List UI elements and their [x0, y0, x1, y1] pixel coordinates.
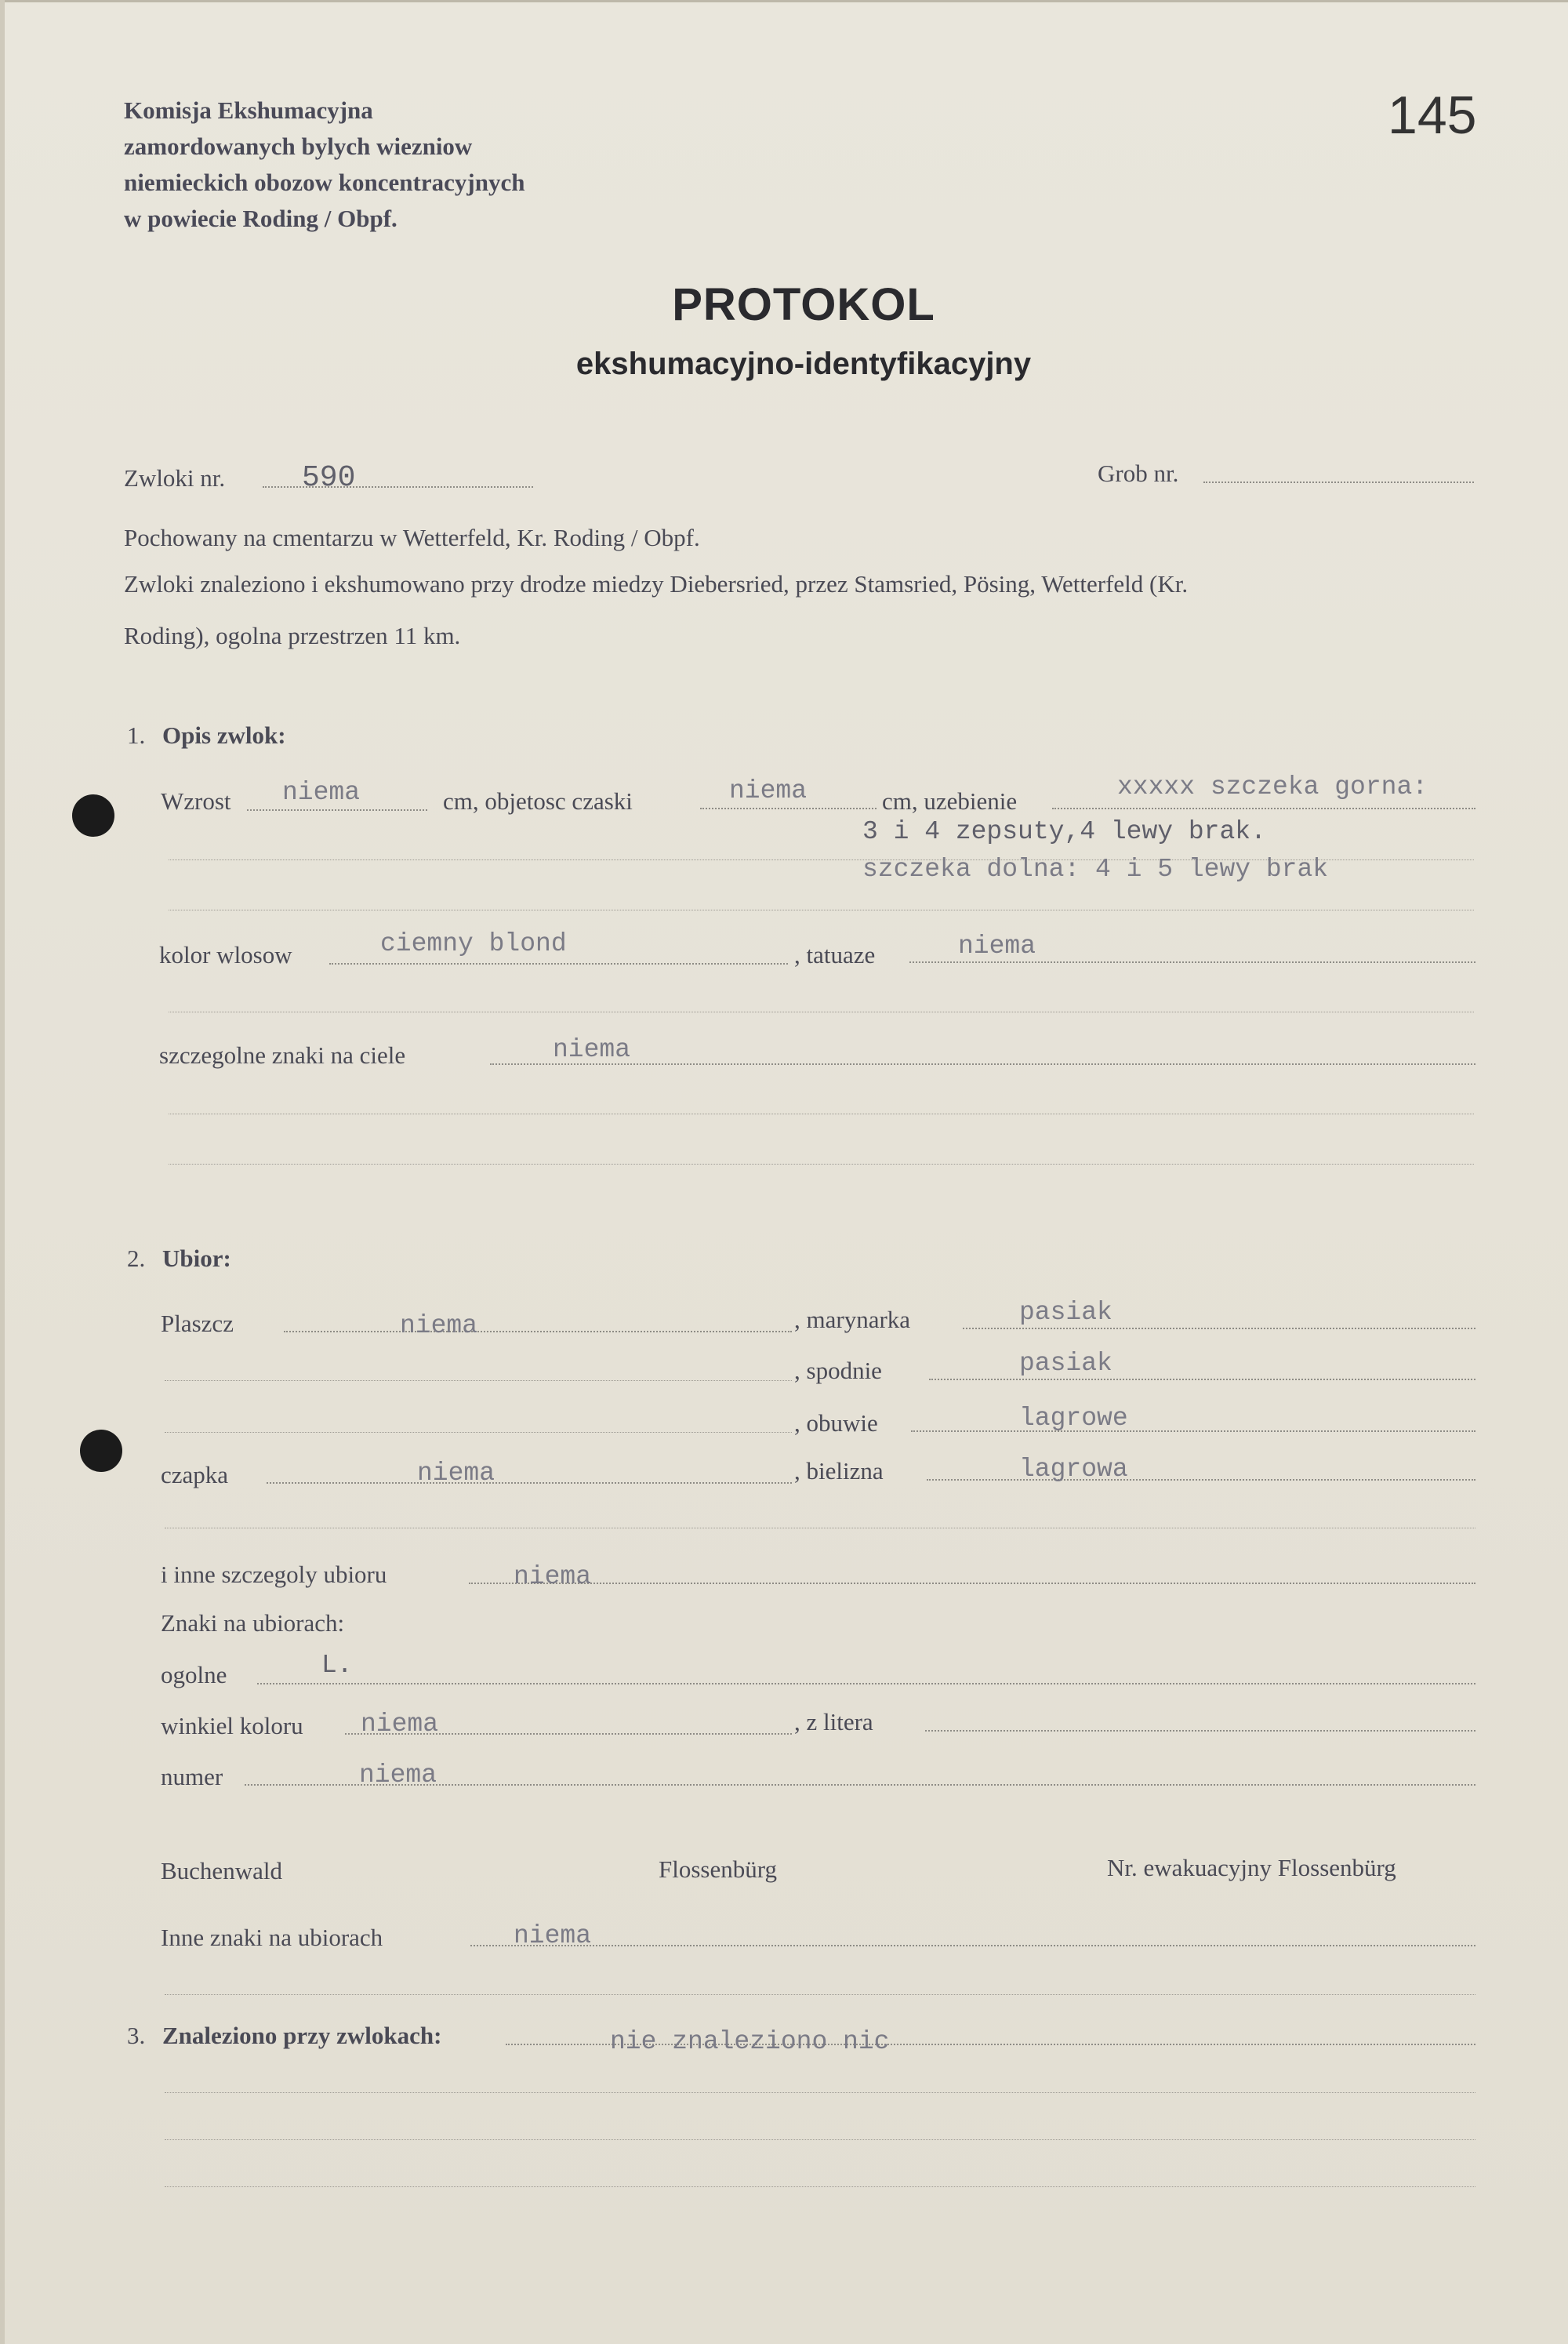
found-text-line-1: Zwloki znaleziono i ekshumowano przy drodze miedzy Diebersried, przez Stamsried, Pösing, Wetterfeld (Kr.: [124, 570, 1189, 598]
section-3-heading: Znaleziono przy zwlokach:: [162, 2022, 442, 2049]
uzebienie-value-2: 3 i 4 zepsuty,4 lewy brak.: [862, 817, 1266, 846]
inne-szczegoly-value: niema: [514, 1562, 592, 1591]
winkiel-label: winkiel koloru: [161, 1712, 303, 1739]
page-top-edge: [0, 0, 1568, 2]
page-number: 145: [1388, 85, 1477, 145]
litera-label: , z litera: [794, 1708, 873, 1735]
plaszcz-label: Plaszcz: [161, 1310, 234, 1337]
uzebienie-value-3: szczeka dolna: 4 i 5 lewy brak: [862, 855, 1329, 884]
ogolne-line: [257, 1683, 1475, 1684]
grob-label: Grob nr.: [1098, 460, 1179, 487]
bielizna-label: , bielizna: [794, 1457, 884, 1485]
obuwie-label: , obuwie: [794, 1409, 878, 1437]
inne-szczegoly-line: [469, 1583, 1475, 1584]
buchenwald-label: Buchenwald: [161, 1857, 282, 1884]
obuwie-value: lagrowe: [1019, 1404, 1128, 1433]
section-2-blank-line-2: [165, 1994, 1475, 1995]
section-3-blank-line-3: [165, 2186, 1475, 2187]
section-2-number: 2.: [127, 1245, 146, 1272]
org-line-2: zamordowanych bylych wiezniow: [124, 133, 473, 160]
document-subtitle: ekshumacyjno-identyfikacyjny: [575, 347, 1032, 381]
cm-czaska-label: cm, objetosc czaski: [443, 787, 633, 815]
section-3-blank-line-1: [165, 2092, 1475, 2093]
czapka-value: niema: [417, 1459, 495, 1488]
flossenburg-label: Flossenbürg: [659, 1855, 778, 1883]
plaszcz-value: niema: [400, 1311, 478, 1340]
bielizna-line: [927, 1479, 1475, 1481]
document-title: PROTOKOL: [672, 279, 935, 330]
inne-znaki-line: [470, 1945, 1475, 1946]
tatuaze-value: niema: [958, 932, 1036, 961]
grob-line: [1203, 482, 1474, 483]
czaska-value: niema: [729, 776, 808, 805]
section-1-number: 1.: [127, 721, 146, 749]
wzrost-label: Wzrost: [161, 787, 231, 815]
marynarka-label: , marynarka: [794, 1306, 911, 1333]
punch-hole-top: [72, 794, 114, 837]
czapka-label: czapka: [161, 1461, 229, 1488]
inne-znaki-value: niema: [514, 1921, 592, 1950]
kolor-line: [329, 963, 788, 965]
numer-value: niema: [359, 1761, 437, 1790]
spodnie-label: , spodnie: [794, 1357, 882, 1384]
litera-line: [925, 1730, 1475, 1732]
znaki-ciele-label: szczegolne znaki na ciele: [159, 1041, 406, 1069]
wzrost-value: niema: [282, 778, 361, 807]
cm-uzebienie-label: cm, uzebienie: [882, 787, 1018, 815]
inne-szczegoly-label: i inne szczegoly ubioru: [161, 1561, 387, 1588]
obuwie-line: [911, 1430, 1475, 1432]
punch-hole-bottom: [80, 1430, 122, 1472]
section-3-value: nie znaleziono nic: [610, 2027, 890, 2056]
zwloki-label: Zwloki nr.: [124, 464, 226, 492]
czapka-line: [267, 1482, 792, 1484]
wzrost-line: [247, 809, 427, 811]
numer-label: numer: [161, 1763, 223, 1790]
section-1-blank-line-3: [169, 1164, 1474, 1165]
buried-text: Pochowany na cmentarzu w Wetterfeld, Kr. Roding / Obpf.: [124, 524, 700, 551]
section-3-number: 3.: [127, 2022, 146, 2049]
bielizna-value: lagrowa: [1019, 1455, 1128, 1484]
plaszcz-line: [284, 1331, 792, 1332]
marynarka-value: pasiak: [1019, 1298, 1112, 1327]
section-3-blank-line-2: [165, 2139, 1475, 2140]
inne-znaki-label: Inne znaki na ubiorach: [161, 1924, 383, 1951]
nr-ewakuacyjny-label: Nr. ewakuacyjny Flossenbürg: [1107, 1854, 1396, 1881]
ogolne-label: ogolne: [161, 1661, 227, 1688]
zwloki-value: 590: [302, 461, 356, 495]
obuwie-left-line: [165, 1432, 792, 1433]
org-line-3: niemieckich obozow koncentracyjnych: [124, 169, 525, 196]
org-line-1: Komisja Ekshumacyjna: [124, 96, 373, 124]
section-1-heading: Opis zwlok:: [162, 721, 286, 749]
ogolne-value: L.: [321, 1651, 353, 1680]
kolor-value: ciemny blond: [380, 929, 567, 958]
org-line-4: w powiecie Roding / Obpf.: [124, 205, 397, 232]
winkiel-value: niema: [361, 1710, 439, 1739]
found-text-line-2: Roding), ogolna przestrzen 11 km.: [124, 622, 461, 649]
znaki-ciele-line: [490, 1063, 1475, 1065]
uzebienie-line-1: [1052, 808, 1475, 809]
section-2-heading: Ubior:: [162, 1245, 231, 1272]
spodnie-value: pasiak: [1019, 1349, 1112, 1378]
znaki-ubior-label: Znaki na ubiorach:: [161, 1609, 345, 1637]
czaska-line: [700, 808, 877, 809]
tatuaze-label: , tatuaze: [794, 941, 876, 968]
spodnie-left-line: [165, 1380, 792, 1381]
marynarka-line: [963, 1328, 1475, 1329]
spodnie-line: [929, 1379, 1475, 1380]
tatuaze-line: [909, 961, 1475, 963]
kolor-label: kolor wlosow: [159, 941, 292, 968]
znaki-ciele-value: niema: [553, 1035, 631, 1064]
uzebienie-value-1: xxxxx szczeka gorna:: [1117, 772, 1428, 801]
organization-header: [124, 93, 524, 237]
